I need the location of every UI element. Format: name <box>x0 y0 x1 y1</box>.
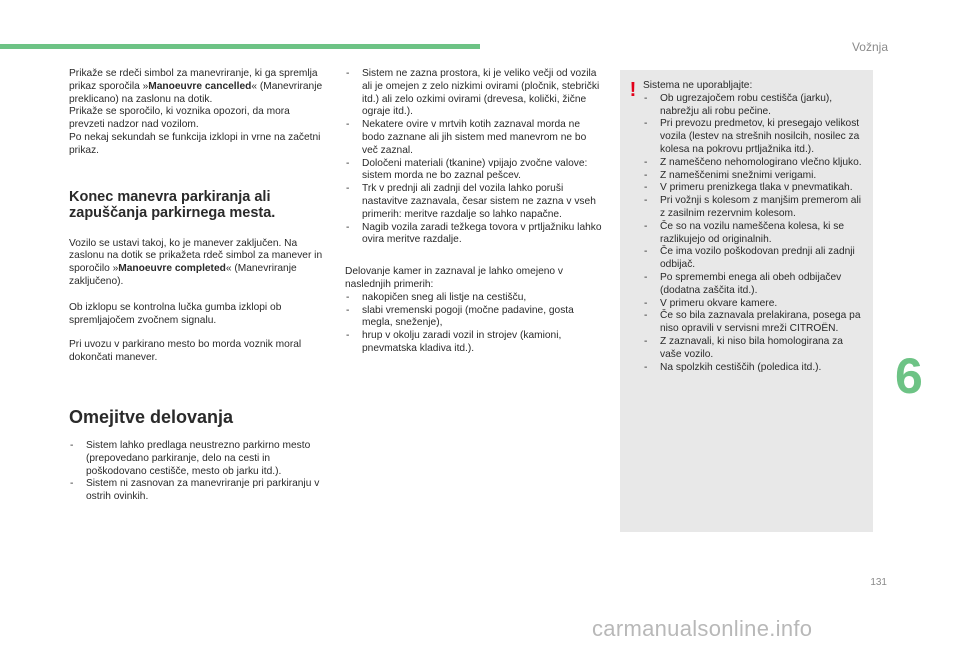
limitations-list <box>69 440 327 504</box>
list-item: - Določeni materiali (tkanine) vpijajo zvočne valove: sistem morda ne bo zaznal pešcev. <box>345 158 603 184</box>
watermark: carmanualsonline.info <box>592 616 813 641</box>
list-item: - Če so na vozilu nameščena kolesa, ki se razlikujejo od originalnih. <box>643 221 865 247</box>
list-item: - Ob ugrezajočem robu cestišča (jarku), nabrežju ali robu pečine. <box>643 93 865 119</box>
text-segment: Vozilo se ustavi takoj, ko je manever zaključen. Na zaslonu na dotik se prikažeta rdeč simbol za manever in sporočilo » <box>69 237 323 275</box>
page-number: 131 <box>870 577 887 588</box>
limitations-list-continued <box>345 68 603 247</box>
list-item: - V primeru prenizkega tlaka v pnevmatikah. <box>643 182 865 195</box>
top-accent-bar <box>0 44 480 49</box>
list-item: - slabi vremenski pogoji (močne padavine, gosta megla, sneženje), <box>345 305 603 331</box>
list-item: - Nekatere ovire v mrtvih kotih zaznaval morda ne bodo zaznane ali jih sistem med manevrom ne bo več zaznal. <box>345 119 603 157</box>
text-segment: « (Manevriranje preklicano) na zaslonu na dotik. <box>69 80 323 105</box>
paragraph-indicator: Ob izklopu se kontrolna lučka gumba izklopi ob spremljajočem zvočnem signalu. <box>69 301 282 326</box>
text-segment: Prikaže se sporočilo, ki voznika opozori, da mora prevzeti nadzor nad vozilom. <box>69 106 290 131</box>
message-name: Manoeuvre cancelled <box>148 80 252 92</box>
paragraph-cancelled <box>69 68 327 158</box>
list-item: - Sistem lahko predlaga neustrezno parkirno mesto (prepovedano parkiranje, delo na cesti in poškodovano cestišče, mesto ob jarku itd.). <box>69 440 327 478</box>
list-item: - Pri vožnji s kolesom z manjšim premerom ali z zasilnim rezervnim kolesom. <box>643 195 865 221</box>
list-item: - Na spolzkih cestiščih (poledica itd.). <box>643 362 865 375</box>
list-item: - Z zaznavali, ki niso bila homologirana za vaše vozilo. <box>643 336 865 362</box>
list-item: - Sistem ni zasnovan za manevriranje pri parkiranju v ostrih ovinkih. <box>69 478 327 504</box>
heading-limitations: Omejitve delovanja <box>69 406 234 427</box>
text-segment: Prikaže se rdeči simbol za manevriranje, ki ga spremlja prikaz sporočila » <box>69 68 318 92</box>
list-item: - Trk v prednji ali zadnji del vozila lahko poruši nastavitve zaznavala, česar sistem ne zazna v vseh primerih: meritve razdalje so lahko napačne. <box>345 183 603 221</box>
left-column <box>69 68 327 504</box>
exclamation-icon: ! <box>629 79 637 101</box>
list-item: - Z nameščeno nehomologirano vlečno kljuko. <box>643 157 865 170</box>
text-segment: Po nekaj sekundah se funkcija izklopi in vrne na začetni prikaz. <box>69 131 321 156</box>
conditions-list <box>345 292 603 356</box>
list-item: - Pri prevozu predmetov, ki presegajo velikost vozila (lestev na strešnih nosilcih, nosilec za kolesa na pokrovu prtljažnika itd.). <box>643 118 865 156</box>
paragraph-driver-finish: Pri uvozu v parkirano mesto bo morda voznik moral dokončati manever. <box>69 339 302 364</box>
list-item: - Po spremembi enega ali obeh odbijačev (dodatna zaščita itd.). <box>643 272 865 298</box>
heading-end-of-manoeuvre: Konec manevra parkiranja ali zapuščanja parkirnega mesta. <box>69 188 276 222</box>
middle-column <box>345 68 603 356</box>
list-item: - V primeru okvare kamere. <box>643 298 865 311</box>
warning-box <box>620 70 873 532</box>
text-segment: « (Manevriranje zaključeno). <box>69 263 297 287</box>
message-name: Manoeuvre completed <box>118 263 226 275</box>
list-item: - Sistem ne zazna prostora, ki je veliko večji od vozila ali je omejen z zelo nizkimi ovirami (pločnik, stebrički itd.) ali zelo ozkimi ovirami (drevesa, količki, žične ograje itd.). <box>345 68 603 119</box>
warning-list <box>643 93 865 375</box>
list-item: - Z nameščenimi snežnimi verigami. <box>643 170 865 183</box>
warning-title: Sistema ne uporabljajte: <box>643 80 753 91</box>
list-item: - Nagib vozila zaradi težkega tovora v prtljažniku lahko ovira meritve razdalje. <box>345 222 603 248</box>
paragraph-camera-limits: Delovanje kamer in zaznaval je lahko omejeno v naslednjih primerih: <box>345 266 564 290</box>
paragraph-completed <box>69 238 327 289</box>
chapter-number: 6 <box>895 348 923 404</box>
section-title: Vožnja <box>851 40 888 54</box>
list-item: - Če ima vozilo poškodovan prednji ali zadnji odbijač. <box>643 246 865 272</box>
list-item: - Če so bila zaznavala prelakirana, posega pa niso opravili v servisni mreži CITROËN. <box>643 310 865 336</box>
list-item: - nakopičen sneg ali listje na cestišču, <box>345 292 603 305</box>
warning-content <box>643 80 865 374</box>
list-item: - hrup v okolju zaradi vozil in strojev (kamioni, pnevmatska kladiva itd.). <box>345 330 603 356</box>
